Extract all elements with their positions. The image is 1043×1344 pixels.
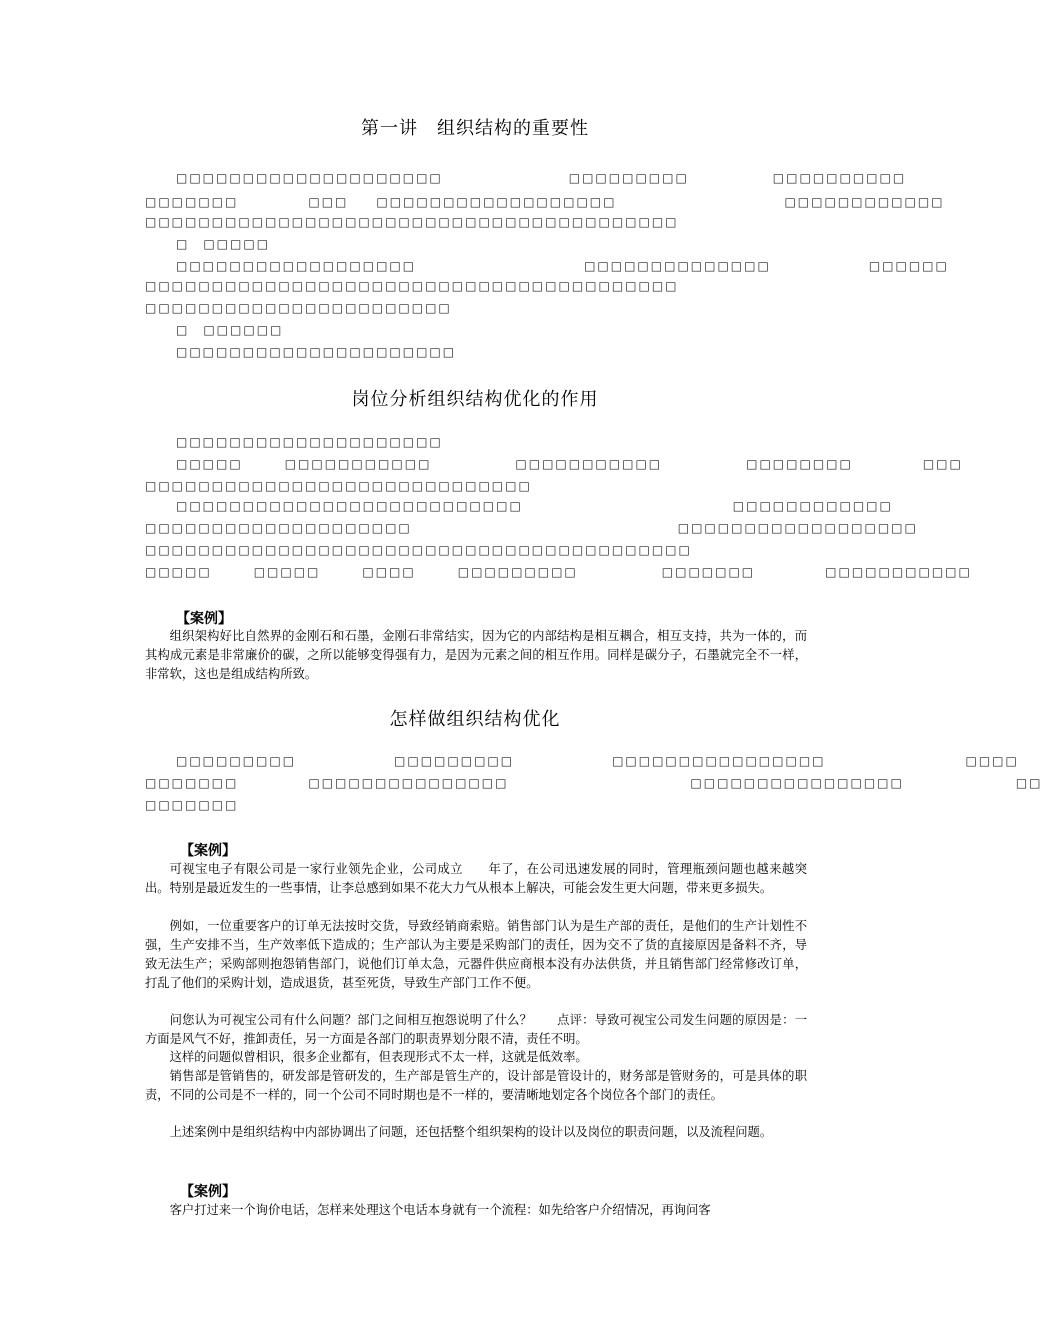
case-label-1: 【案例】 xyxy=(176,611,232,627)
case-label-2: 【案例】 xyxy=(180,843,236,859)
section-title-role-analysis: 岗位分析组织结构优化的作用 xyxy=(351,389,599,410)
section-title-importance: 第一讲 组织结构的重要性 xyxy=(361,118,589,139)
case-label-3: 【案例】 xyxy=(180,1184,236,1200)
case2-paragraph: 上述案例中是组织结构中内部协调出了问题，还包括整个组织架构的设计以及岗位的职责问题，以及流程问题。 xyxy=(169,1125,773,1139)
section-title-how-to-optimize: 怎样做组织结构优化 xyxy=(389,709,561,730)
case2-paragraph: 可视宝电子有限公司是一家行业领先企业，公司成立 年了，在公司迅速发展的同时，管理瓶颈问题也越来越突出。特别是最近发生的一些事情，让李总感到如果不花大力气从根本上解决，可能会发生更大问题，带来更多损失。 xyxy=(145,862,807,895)
case2-paragraph: 这样的问题似曾相识，很多企业都有，但表现形式不太一样，这就是低效率。 xyxy=(169,1050,588,1064)
case2-paragraph: 例如，一位重要客户的订单无法按时交货，导致经销商索赔。销售部门认为是生产部的责任，是他们的生产计划性不强，生产安排不当，生产效率低下造成的；生产部认为主要是采购部门的责任，因为交不了货的直接原因是备料不齐，导致无法生产；采购部则抱怨销售部门，说他们订单太急，元器件供应商根本没有办法供货，并且销售部门经常修改订单，打乱了他们的采购计划，造成退货，甚至死货，导致生产部门工作不便。 xyxy=(145,919,807,990)
document-page: 第一讲 组织结构的重要性 □□□□□□□□□□□□□□□□□□□□ □□□□□□□□□ □□□□□□□□□□ □□□□□□□ □□□ □□□□□□□□□□□□□□□□□□ □□□□□□□□□□□□ □□□□□□□□□□□□□□□□□□□□□□□□□□□□□□□□□□□□□□□□ □ □□□□□ □□□□□□□□□□□□□□□□□□ □□□□□□□□□□□□□□ □□□□□□ □□□□□□□□□□□□□□□□□□□□□□□□□□□□□□□□□□□□□□□□ □□□□□□□□□□□□□□□□□□□□□□□ □ □□□□□□ □□□□□□□□□□□□□□□□□□□□□ 岗位分析组织结构优化的作用 □□□□□□□□□□□□□□□□□□□□ □□□□□ □□□□□□□□□□□ □□□□□□□□□□□ □□□□□□□□ □□□ □□□□□□□□□□□□□□□□□□□□□□□□□□□□□ □□□□□□□□□□□□□□□□□□□□□□□□□□ □□□□□□□□□□□□ □□□□□□□□□□□□□□□□□□□□ □□□□□□□□□□□□□□□□□□ □□□□□□□□□□□□□□□□□□□□□□□□□□□□□□□□□□□□□□□□□ □□□□□ □□□□□ □□□□ □□□□□□□□□ □□□□□□□ □□□□□□□□□□□ 【案例】 组织架构好比自然界的金刚石和石墨，金刚石非常结实，因为它的内部结构是相互耦合，相互支持，共为一体的，而其构成元素是非常廉价的碳，之所以能够变得强有力，是因为元素之间的相互作用。同样是碳分子，石墨就完全不一样，非常软，这也是组成结构所致。 怎样做组织结构优化 □□□□□□□□□ □□□□□□□□□ □□□□□□□□□□□□□□□□ □□□□ □□□□□□□ □□□□□□□□□□□□□□□ □□□□□□□□□□□□□□□□ □□ □□□□□□□ 【案例】 可视宝电子有限公司是一家行业领先企业，公司成立 年了，在公司迅速发展的同时，管理瓶颈问题也越来越突出。特别是最近发生的一些事情，让李总感到如果不花大力气从根本上解决，可能会发生更大问题，带来更多损失。 例如，一位重要客户的订单无法按时交货，导致经销商索赔。销售部门认为是生产部的责任，是他们的生产计划性不强，生产安排不当，生产效率低下造成的；生产部认为主要是采购部门的责任，因为交不了货的直接原因是备料不齐，导致无法生产；采购部则抱怨销售部门，说他们订单太急，元器件供应商根本没有办法供货，并且销售部门经常修改订单，打乱了他们的采购计划，造成退货，甚至死货，导致生产部门工作不便。 问您认为可视宝公司有什么问题？部门之间相互抱怨说明了什么？ 点评：导致可视宝公司发生问题的原因是：一方面是风气不好，推卸责任，另一方面是各部门的职责界划分限不清，责任不明。 这样的问题似曾相识，很多企业都有，但表现形式不太一样，这就是低效率。 销售部是管销售的，研发部是管研发的，生产部是管生产的，设计部是管设计的，财务部是管财务的，可是具体的职责，不同的公司是不一样的，同一个公司不同时期也是不一样的，要清晰地划定各个岗位各个部门的责任。 上述案例中是组织结构中内部协调出了问题，还包括整个组织架构的设计以及岗位的职责问题，以及流程问题。 【案例】 客户打过来一个询价电话，怎样来处理这个电话本身就有一个流程：如先给客户介绍情况，再询问客 xyxy=(0,0,950,1344)
case-text-1: 组织架构好比自然界的金刚石和石墨，金刚石非常结实，因为它的内部结构是相互耦合，相互支持，共为一体的，而其构成元素是非常廉价的碳，之所以能够变得强有力，是因为元素之间的相互作用。同样是碳分子，石墨就完全不一样，非常软，这也是组成结构所致。 xyxy=(145,629,807,681)
case-text-3: 客户打过来一个询价电话，怎样来处理这个电话本身就有一个流程：如先给客户介绍情况，再询问客 xyxy=(169,1203,711,1217)
case2-paragraph: 销售部是管销售的，研发部是管研发的，生产部是管生产的，设计部是管设计的，财务部是管财务的，可是具体的职责，不同的公司是不一样的，同一个公司不同时期也是不一样的，要清晰地划定各个岗位各个部门的责任。 xyxy=(145,1069,807,1102)
case2-paragraph: 问您认为可视宝公司有什么问题？部门之间相互抱怨说明了什么？ 点评：导致可视宝公司发生问题的原因是：一方面是风气不好，推卸责任，另一方面是各部门的职责界划分限不清，责任不明。 xyxy=(145,1013,807,1046)
